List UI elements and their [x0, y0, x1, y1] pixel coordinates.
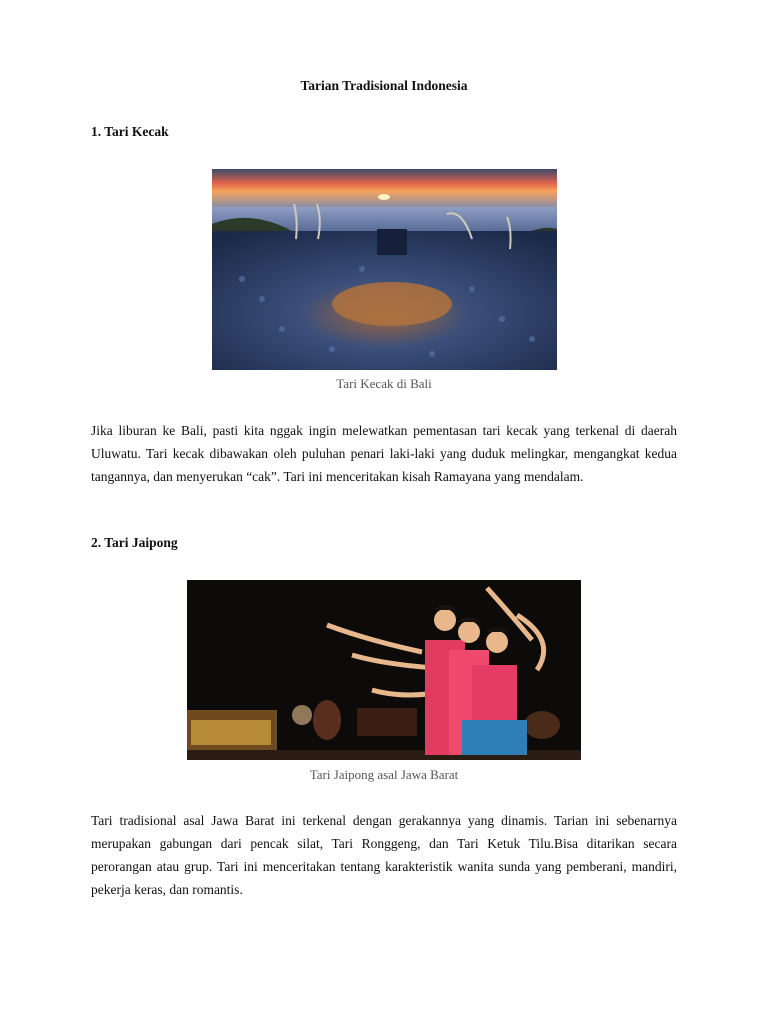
jaipong-caption: Tari Jaipong asal Jawa Barat	[309, 767, 459, 782]
section-heading-kecak: 1. Tari Kecak	[91, 124, 169, 139]
jaipong-photo	[187, 580, 581, 760]
jaipong-paragraph: Tari tradisional asal Jawa Barat ini terkenal dengan gerakannya yang dinamis. Tarian ini sebenarnya merupakan gabungan dari pencak silat, Tari Ronggeng, dan Tari Ketuk Tilu.Bisa ditarikan secara perorangan atau grup. Tari ini menceritakan tentang karakteristik wanita sunda yang pemberani, mandiri, pekerja keras, dan romantis.	[91, 813, 677, 897]
kecak-caption: Tari Kecak di Bali	[336, 376, 432, 391]
kecak-photo	[212, 169, 557, 370]
kecak-paragraph: Jika liburan ke Bali, pasti kita nggak ingin melewatkan pementasan tari kecak yang terkenal di daerah Uluwatu. Tari kecak dibawakan oleh puluhan penari laki-laki yang duduk melingkar, mengangkat kedua tangannya, dan menyerukan “cak”. Tari ini menceritakan kisah Ramayana yang mendalam.	[91, 423, 677, 484]
document-title: Tarian Tradisional Indonesia	[300, 78, 468, 93]
section-heading-jaipong: 2. Tari Jaipong	[91, 535, 178, 550]
